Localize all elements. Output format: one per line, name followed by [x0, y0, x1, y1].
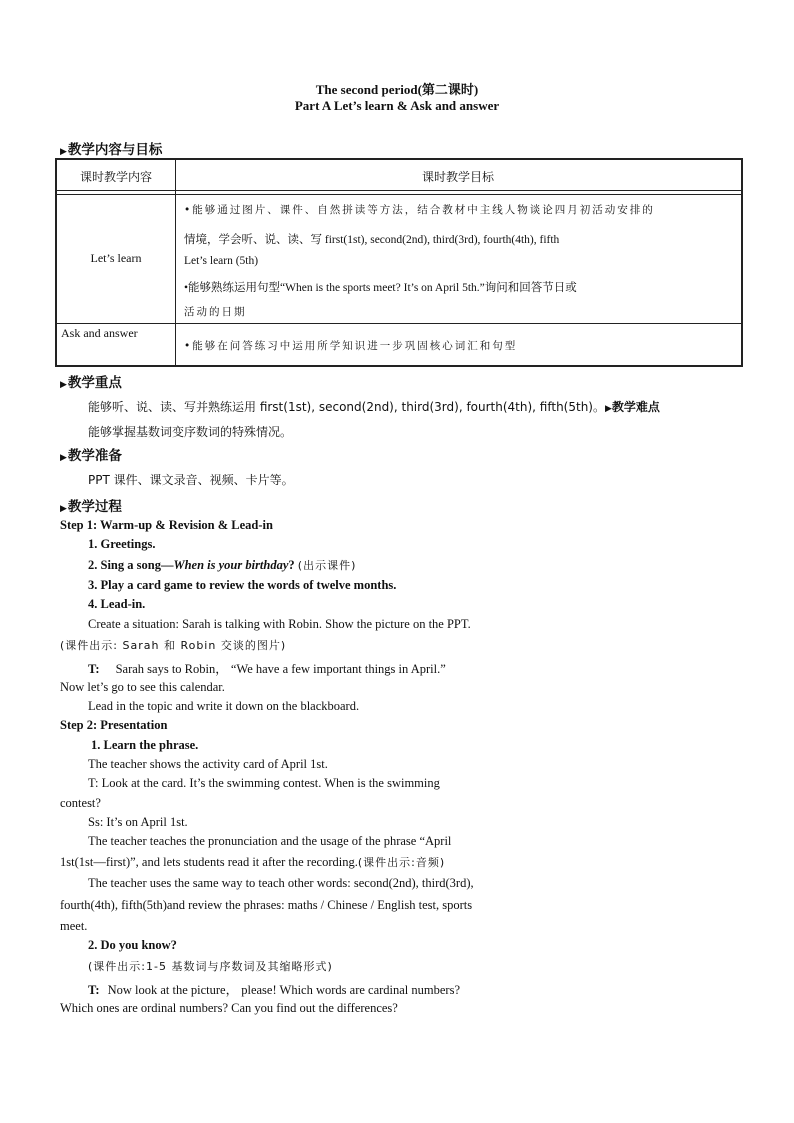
table-header-content: 课时教学内容: [79, 170, 152, 184]
table-line: [175, 160, 176, 365]
step1-item1: 1. Greetings.: [88, 537, 156, 551]
step2-line: T: Look at the card. It’s the swimming contest. When is the swimming: [88, 776, 440, 790]
step1-title: Step 1: Warm-up & Revision & Lead-in: [60, 518, 273, 532]
document-subtitle: Part A Let’s learn & Ask and answer: [294, 98, 500, 113]
goal-line: •能够熟练运用句型“When is the sports meet? It’s on April 5th.”询问和回答节日或: [184, 282, 577, 294]
focus-paragraph: [88, 398, 660, 415]
table-header-goal: 课时教学目标: [421, 170, 494, 184]
step2-item2: 2. Do you know?: [88, 938, 177, 952]
section-heading-text: 教学内容与目标: [67, 142, 163, 158]
section-heading-difficulty: [605, 400, 660, 414]
step2-line: The teacher shows the activity card of April 1st.: [88, 757, 328, 771]
step1-paragraph2: Lead in the topic and write it down on the blackboard.: [88, 699, 360, 713]
step2-line: Which ones are ordinal numbers? Can you find out the differences?: [60, 1001, 398, 1015]
step1-item2: 2. Sing a song—When is your birthday? (出示课件): [88, 558, 357, 572]
section-heading-process: [60, 495, 122, 515]
step2-line: The teacher uses the same way to teach other words: second(2nd), third(3rd),: [88, 876, 474, 890]
step2-line: The teacher teaches the pronunciation and the usage of the phrase “April: [88, 834, 452, 848]
table-line: [57, 323, 741, 324]
goal-line: •能够在问答练习中运用所学知识进一步巩固核心词汇和句型: [184, 340, 518, 352]
step2-item1: 1. Learn the phrase.: [91, 738, 199, 752]
section-heading-text: 教学准备: [67, 448, 122, 464]
goal-line: 活动的日期: [184, 306, 247, 318]
goal-line: •能够通过图片、课件、自然拼读等方法，结合教材中主线人物谈论四月初活动安排的: [184, 204, 655, 216]
section-heading-content-goals: [60, 138, 162, 158]
goal-line: 情境，学会听、说、读、写 first(1st), second(2nd), third(3rd), fourth(4th), fifth: [184, 234, 560, 246]
document-title: The second period(第二课时): [315, 82, 479, 97]
section-heading-text: 教学重点: [67, 375, 122, 391]
preparation-text: PPT 课件、课文录音、视频、卡片等。: [88, 473, 294, 487]
step1-teacher-line2: Now let’s go to see this calendar.: [60, 680, 225, 694]
section-heading-text: 教学过程: [67, 499, 122, 515]
section-heading-focus: [60, 371, 122, 391]
step2-teacher-line: T: Now look at the picture， please! Which words are cardinal numbers?: [88, 983, 461, 997]
table-line: [57, 190, 741, 191]
triangle-bullet-icon: ▶: [605, 404, 612, 414]
triangle-bullet-icon: ▶: [60, 504, 67, 514]
step1-paragraph1: Create a situation: Sarah is talking with Robin. Show the picture on the PPT.: [88, 617, 471, 631]
triangle-bullet-icon: ▶: [60, 147, 67, 157]
step2-title: Step 2: Presentation: [60, 718, 168, 732]
section-heading-preparation: [60, 444, 122, 464]
focus-text: 能够听、说、读、写并熟练运用 first(1st), second(2nd), third(3rd), fourth(4th), fifth(5th)。: [88, 400, 605, 414]
step2-note: (课件出示:1-5 基数词与序数词及其缩略形式): [88, 960, 333, 973]
triangle-bullet-icon: ▶: [60, 380, 67, 390]
lesson-plan-table: [55, 158, 743, 367]
goal-line: Let’s learn (5th): [184, 255, 259, 267]
triangle-bullet-icon: ▶: [60, 453, 67, 463]
step1-item3: 3. Play a card game to review the words of twelve months.: [88, 578, 397, 592]
step2-line: meet.: [60, 919, 88, 933]
table-cell-ask-and-answer: Ask and answer: [61, 326, 138, 340]
section-heading-text: 教学难点: [611, 400, 660, 414]
table-line: [57, 194, 741, 195]
step2-line: Ss: It’s on April 1st.: [88, 815, 188, 829]
step2-line: contest?: [60, 796, 101, 810]
step1-teacher-line: T: Sarah says to Robin， “We have a few important things in April.”: [88, 662, 446, 676]
step2-line: 1st(1st—first)”, and lets students read it after the recording.(课件出示:音频): [60, 855, 446, 869]
table-cell-lets-learn: Let’s learn: [90, 251, 142, 265]
step1-item4: 4. Lead-in.: [88, 597, 146, 611]
step2-line: fourth(4th), fifth(5th)and review the phrases: maths / Chinese / English test, sports: [60, 898, 473, 912]
difficulty-text: 能够掌握基数词变序数词的特殊情况。: [88, 425, 293, 439]
step1-paragraph1-note: (课件出示: Sarah 和 Robin 交谈的图片): [60, 639, 287, 652]
